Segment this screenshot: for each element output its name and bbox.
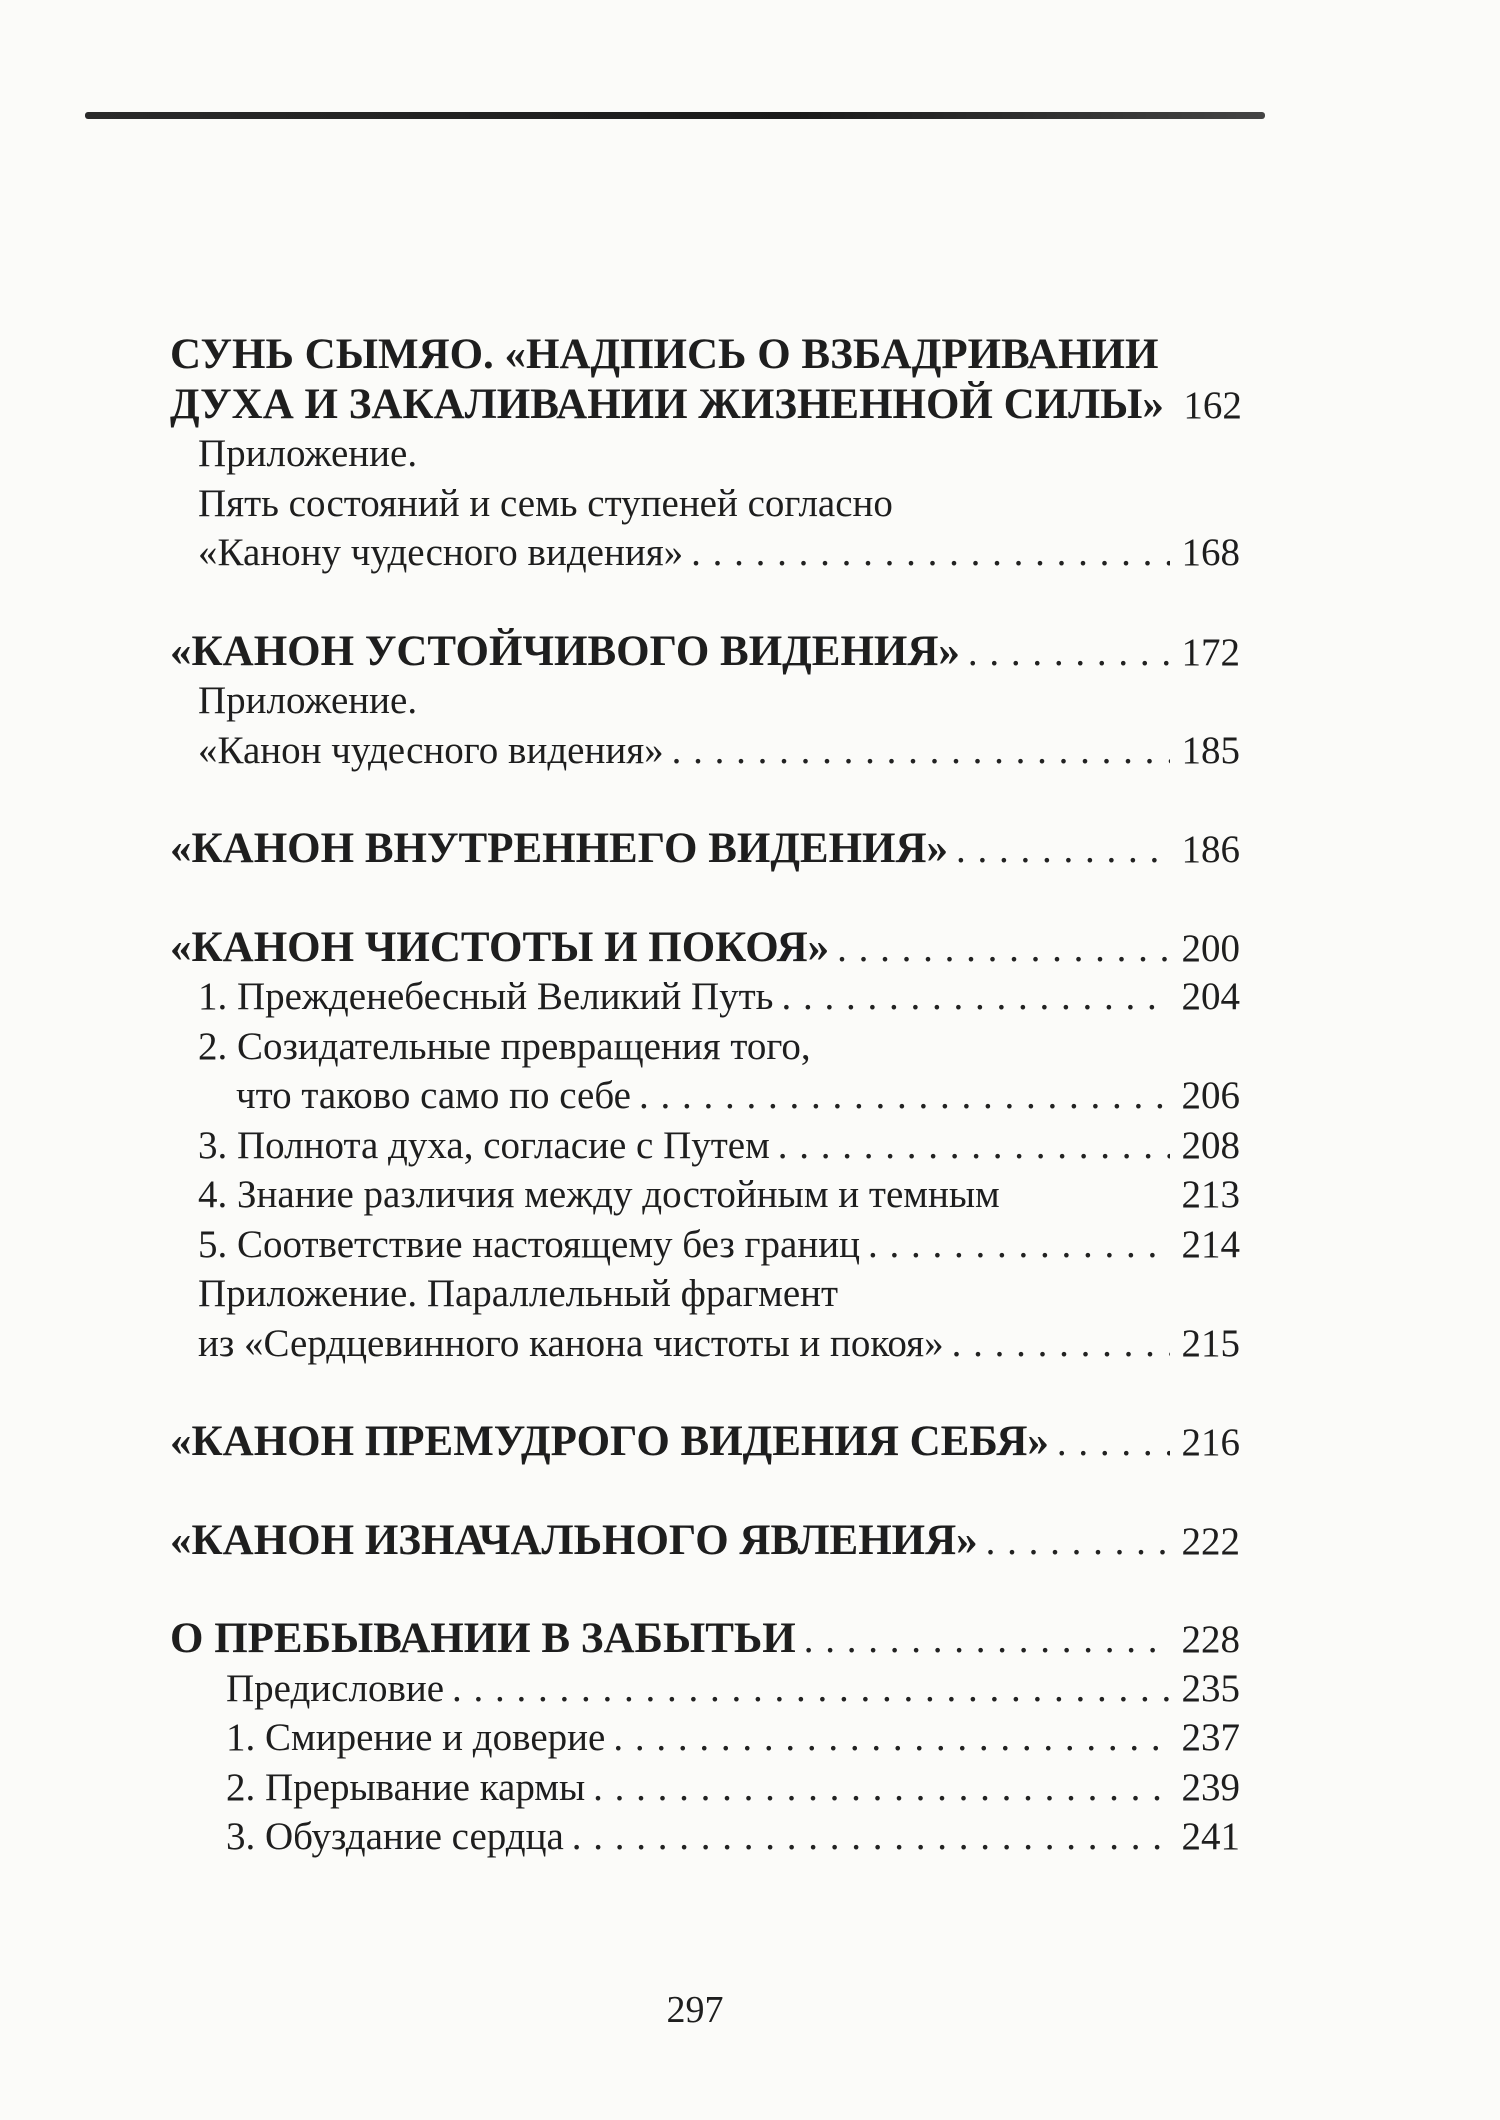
toc-entry bbox=[170, 1121, 1240, 1171]
toc-entry-title: «КАНОН УСТОЙЧИВОГО ВИДЕНИЯ» bbox=[170, 627, 960, 675]
toc-entry-page: 222 bbox=[1181, 1519, 1240, 1563]
toc-entry-title: 2. Созидательные превращения того, bbox=[198, 1024, 811, 1068]
leader-dots bbox=[639, 1071, 1170, 1121]
toc-entry-title: 3. Обуздание сердца bbox=[226, 1815, 564, 1858]
leader-dots bbox=[804, 1615, 1170, 1665]
leader-dots bbox=[952, 1319, 1170, 1369]
toc-entry bbox=[170, 972, 1240, 1022]
leader-dots bbox=[868, 1220, 1170, 1270]
toc-entry-title: «КАНОН ВНУТРЕННЕГО ВИДЕНИЯ» bbox=[170, 825, 949, 872]
toc-entry-title: 1. Смирение и доверие bbox=[226, 1716, 606, 1759]
toc-entry-page: 208 bbox=[1181, 1123, 1240, 1167]
toc-entry bbox=[170, 1319, 1240, 1369]
toc-entry-page: 204 bbox=[1181, 975, 1240, 1018]
toc-entry bbox=[170, 1516, 1240, 1566]
toc-entry-title: 4. Знание различия между достойным и темным bbox=[198, 1173, 1000, 1216]
toc-entry bbox=[170, 1812, 1240, 1862]
toc-entry bbox=[170, 1170, 1240, 1220]
leader-dots bbox=[986, 1517, 1170, 1567]
toc-entry bbox=[170, 479, 1240, 529]
leader-dots bbox=[778, 1121, 1170, 1171]
toc-entry-title: «Канону чудесного видения» bbox=[198, 531, 684, 574]
toc-entry-page: 215 bbox=[1181, 1321, 1240, 1365]
toc-entry bbox=[170, 528, 1240, 578]
toc-entry-title: 3. Полнота духа, согласие с Путем bbox=[198, 1123, 770, 1167]
toc-entry-page: 168 bbox=[1181, 531, 1240, 574]
leader-dots bbox=[452, 1664, 1170, 1714]
page-number: 297 bbox=[666, 1989, 724, 2031]
toc-entry-title: 5. Соответствие настоящему без границ bbox=[198, 1222, 860, 1266]
leader-dots bbox=[613, 1713, 1170, 1763]
toc-entry-page: 162 bbox=[1183, 383, 1242, 427]
toc-entry bbox=[170, 676, 1240, 726]
toc-entry-page: 213 bbox=[1181, 1173, 1240, 1216]
toc-entry-title: Приложение. bbox=[198, 679, 418, 722]
toc-entry-title: СУНЬ СЫМЯО. «НАДПИСЬ О ВЗБАДРИВАНИИ bbox=[170, 331, 1159, 378]
toc-entry-title: ДУХА И ЗАКАЛИВАНИИ ЖИЗНЕННОЙ СИЛЫ» bbox=[170, 380, 1164, 428]
leader-dots bbox=[593, 1763, 1170, 1813]
toc-entry bbox=[170, 380, 1240, 430]
toc-entry-title: 1. Прежденебесный Великий Путь bbox=[198, 975, 774, 1018]
toc-entry-title: Предисловие bbox=[226, 1666, 445, 1710]
leader-dots bbox=[968, 628, 1170, 678]
toc-entry bbox=[170, 1417, 1240, 1467]
leader-dots bbox=[672, 726, 1170, 776]
leader-dots bbox=[837, 924, 1170, 974]
toc-entry-title: что таково само по себе bbox=[236, 1074, 631, 1117]
toc-entry-page: 206 bbox=[1181, 1074, 1240, 1117]
top-rule bbox=[85, 112, 1265, 119]
toc-entry-page: 228 bbox=[1181, 1618, 1240, 1661]
toc-entry bbox=[170, 1614, 1240, 1664]
toc-entry-page: 172 bbox=[1181, 630, 1240, 674]
toc-entry-page: 237 bbox=[1181, 1716, 1240, 1759]
toc-entry-title: Приложение. Параллельный фрагмент bbox=[198, 1272, 839, 1315]
toc-entry bbox=[170, 429, 1240, 479]
toc-entry-page: 200 bbox=[1181, 926, 1240, 970]
toc-entry bbox=[170, 1220, 1240, 1270]
toc-entry-page: 239 bbox=[1181, 1765, 1240, 1809]
toc-entry-page: 241 bbox=[1181, 1815, 1240, 1858]
toc-entry bbox=[170, 1763, 1240, 1813]
leader-dots bbox=[1057, 1418, 1170, 1468]
toc-entry bbox=[170, 1713, 1240, 1763]
toc-entry bbox=[170, 923, 1240, 973]
toc-entry bbox=[170, 1022, 1240, 1072]
toc-entry-title: «Канон чудесного видения» bbox=[198, 728, 664, 772]
toc-entry bbox=[170, 330, 1240, 380]
toc-entry-page: 186 bbox=[1181, 828, 1240, 871]
toc-entry-title: «КАНОН ИЗНАЧАЛЬНОГО ЯВЛЕНИЯ» bbox=[170, 1516, 978, 1564]
toc-entry bbox=[170, 726, 1240, 776]
toc-entry-page: 216 bbox=[1181, 1421, 1240, 1464]
leader-dots bbox=[572, 1812, 1170, 1862]
leader-dots bbox=[691, 528, 1170, 578]
toc-entry-title: О ПРЕБЫВАНИИ В ЗАБЫТЬИ bbox=[170, 1615, 796, 1662]
leader-dots bbox=[781, 972, 1170, 1022]
leader-dots bbox=[956, 825, 1170, 875]
toc-entry bbox=[170, 824, 1240, 874]
toc-entry-title: 2. Прерывание кармы bbox=[226, 1765, 586, 1809]
toc-entry-title: Пять состояний и семь ступеней согласно bbox=[198, 481, 893, 525]
toc-entry-title: «КАНОН ЧИСТОТЫ И ПОКОЯ» bbox=[170, 923, 830, 971]
toc-entry bbox=[170, 627, 1240, 677]
toc-entry-title: из «Сердцевинного канона чистоты и покоя» bbox=[198, 1321, 944, 1365]
toc-entry-page: 235 bbox=[1181, 1666, 1240, 1710]
toc-entry-page: 185 bbox=[1181, 728, 1240, 772]
toc-entry bbox=[170, 1269, 1240, 1319]
toc-entry bbox=[170, 1664, 1240, 1714]
toc-entry-title: Приложение. bbox=[198, 432, 418, 475]
toc-entry-title: «КАНОН ПРЕМУДРОГО ВИДЕНИЯ СЕБЯ» bbox=[170, 1418, 1049, 1465]
table-of-contents bbox=[170, 330, 1240, 1862]
toc-entry-page: 214 bbox=[1181, 1222, 1240, 1266]
toc-entry bbox=[170, 1071, 1240, 1121]
